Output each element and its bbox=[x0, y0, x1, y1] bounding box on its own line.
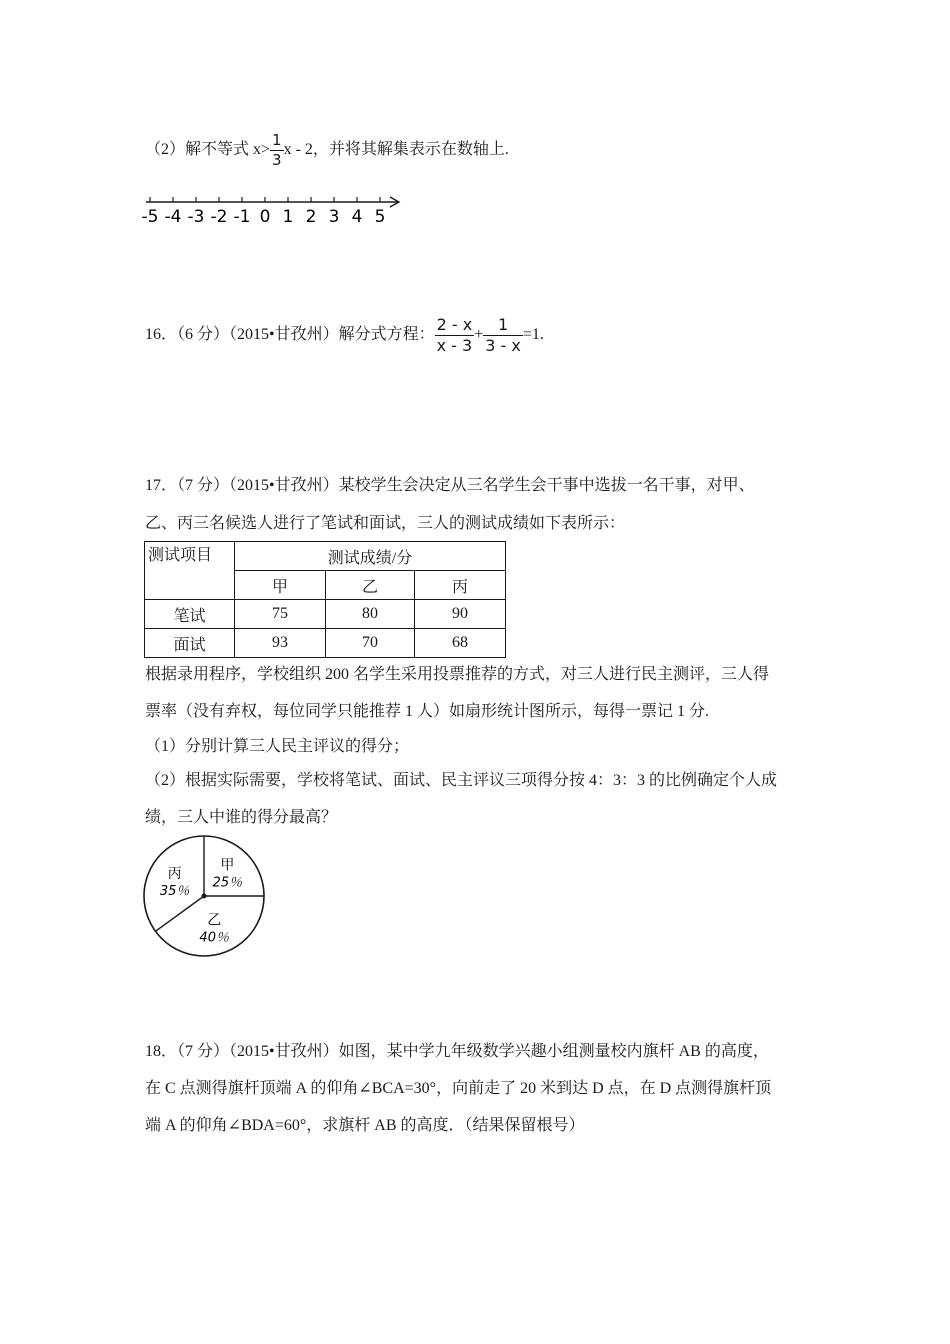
q18-line-2: 在 C 点测得旗杆顶端 A 的仰角∠BCA=30°，向前走了 20 米到达 D 点，在 D 点测得旗杆顶 bbox=[145, 1080, 772, 1097]
number-line-label: 2 bbox=[305, 207, 317, 227]
q17-line-6: （2）根据实际需要，学校将笔试、面试、民主评议三项得分按 4：3：3 的比例确定个人成 bbox=[145, 772, 778, 789]
table-row bbox=[145, 542, 506, 571]
table-cell: 90 bbox=[415, 600, 506, 629]
scores-table bbox=[144, 541, 506, 658]
table-cell: 75 bbox=[235, 600, 326, 629]
q15-2-prefix: （2）解不等式 x> bbox=[145, 141, 271, 158]
q17-line-1: 17．（7 分）（2015•甘孜州）某校学生会决定从三名学生会干事中选拔一名干事，对甲、 bbox=[145, 477, 755, 494]
q16-plus: + bbox=[474, 326, 484, 343]
table-cell: 80 bbox=[326, 600, 415, 629]
pie-chart bbox=[140, 832, 270, 960]
pie-slice-label: 乙 bbox=[207, 912, 222, 929]
number-line bbox=[140, 190, 410, 230]
pie-slice-value: 25％ bbox=[212, 875, 243, 891]
table-row bbox=[145, 629, 506, 658]
pie-slice-boundary bbox=[155, 896, 204, 931]
pie-slice-value: 40％ bbox=[199, 930, 229, 946]
fraction-numerator: 2 - x bbox=[436, 314, 473, 334]
number-line-label: -5 bbox=[141, 207, 159, 227]
q16-fraction-1 bbox=[435, 314, 475, 355]
fraction-numerator: 1 bbox=[483, 317, 523, 336]
q16-text bbox=[145, 312, 544, 358]
q17-line-2: 乙、丙三名候选人进行了笔试和面试，三人的测试成绩如下表所示： bbox=[145, 515, 626, 532]
number-line-label: 4 bbox=[351, 207, 363, 227]
pie-slice-label: 丙 bbox=[167, 866, 182, 883]
number-line-label: -2 bbox=[210, 207, 228, 227]
number-line-label: -3 bbox=[187, 207, 205, 227]
q15-2-text bbox=[145, 130, 509, 170]
table-cell: 70 bbox=[326, 629, 415, 658]
q18-line-1: 18．（7 分）（2015•甘孜州）如图，某中学九年级数学兴趣小组测量校内旗杆 AB 的高度， bbox=[145, 1043, 769, 1060]
table-row bbox=[145, 600, 506, 629]
number-line-label: 5 bbox=[374, 207, 386, 227]
q16-prefix: 16．（6 分）（2015•甘孜州）解分式方程： bbox=[145, 326, 435, 343]
q17-line-4: 票率（没有弃权，每位同学只能推荐 1 人）如扇形统计图所示，每得一票记 1 分. bbox=[145, 703, 710, 720]
table-row-label: 面试 bbox=[145, 629, 235, 658]
q16-fraction-2 bbox=[483, 314, 523, 355]
number-line-label: 1 bbox=[282, 207, 294, 227]
fraction-denominator: x - 3 bbox=[436, 335, 473, 355]
table-header-candidate: 乙 bbox=[326, 571, 415, 600]
number-line-label: -4 bbox=[164, 207, 182, 227]
q16-suffix: =1. bbox=[522, 326, 544, 343]
fraction-denominator: 3 - x bbox=[485, 335, 521, 355]
pie-center-dot bbox=[202, 894, 207, 899]
table-header-candidate: 甲 bbox=[235, 571, 326, 600]
table-header-group: 测试成绩/分 bbox=[235, 542, 506, 571]
q17-line-3: 根据录用程序，学校组织 200 名学生采用投票推荐的方式，对三人进行民主测评，三人得 bbox=[145, 666, 770, 683]
pie-slice-value: 35％ bbox=[159, 884, 190, 900]
table-header-item: 测试项目 bbox=[145, 542, 235, 600]
pie-slice-label: 甲 bbox=[220, 857, 235, 874]
number-line-label: 0 bbox=[259, 207, 271, 227]
q17-line-5: （1）分别计算三人民主评议的得分； bbox=[145, 738, 410, 755]
q17-line-7: 绩，三人中谁的得分最高？ bbox=[145, 809, 338, 826]
table-cell: 93 bbox=[235, 629, 326, 658]
number-line-label: -1 bbox=[233, 207, 251, 227]
q15-2-suffix: x - 2，并将其解集表示在数轴上. bbox=[283, 141, 509, 158]
table-cell: 68 bbox=[415, 629, 506, 658]
fraction-numerator: 1 bbox=[272, 130, 282, 149]
table-header-candidate: 丙 bbox=[415, 571, 506, 600]
number-line-label: 3 bbox=[328, 207, 340, 227]
table-row-label: 笔试 bbox=[145, 600, 235, 629]
q15-2-fraction bbox=[270, 130, 284, 169]
q18-line-3: 端 A 的仰角∠BDA=60°，求旗杆 AB 的高度．（结果保留根号） bbox=[145, 1117, 585, 1134]
fraction-denominator: 3 bbox=[272, 150, 282, 169]
